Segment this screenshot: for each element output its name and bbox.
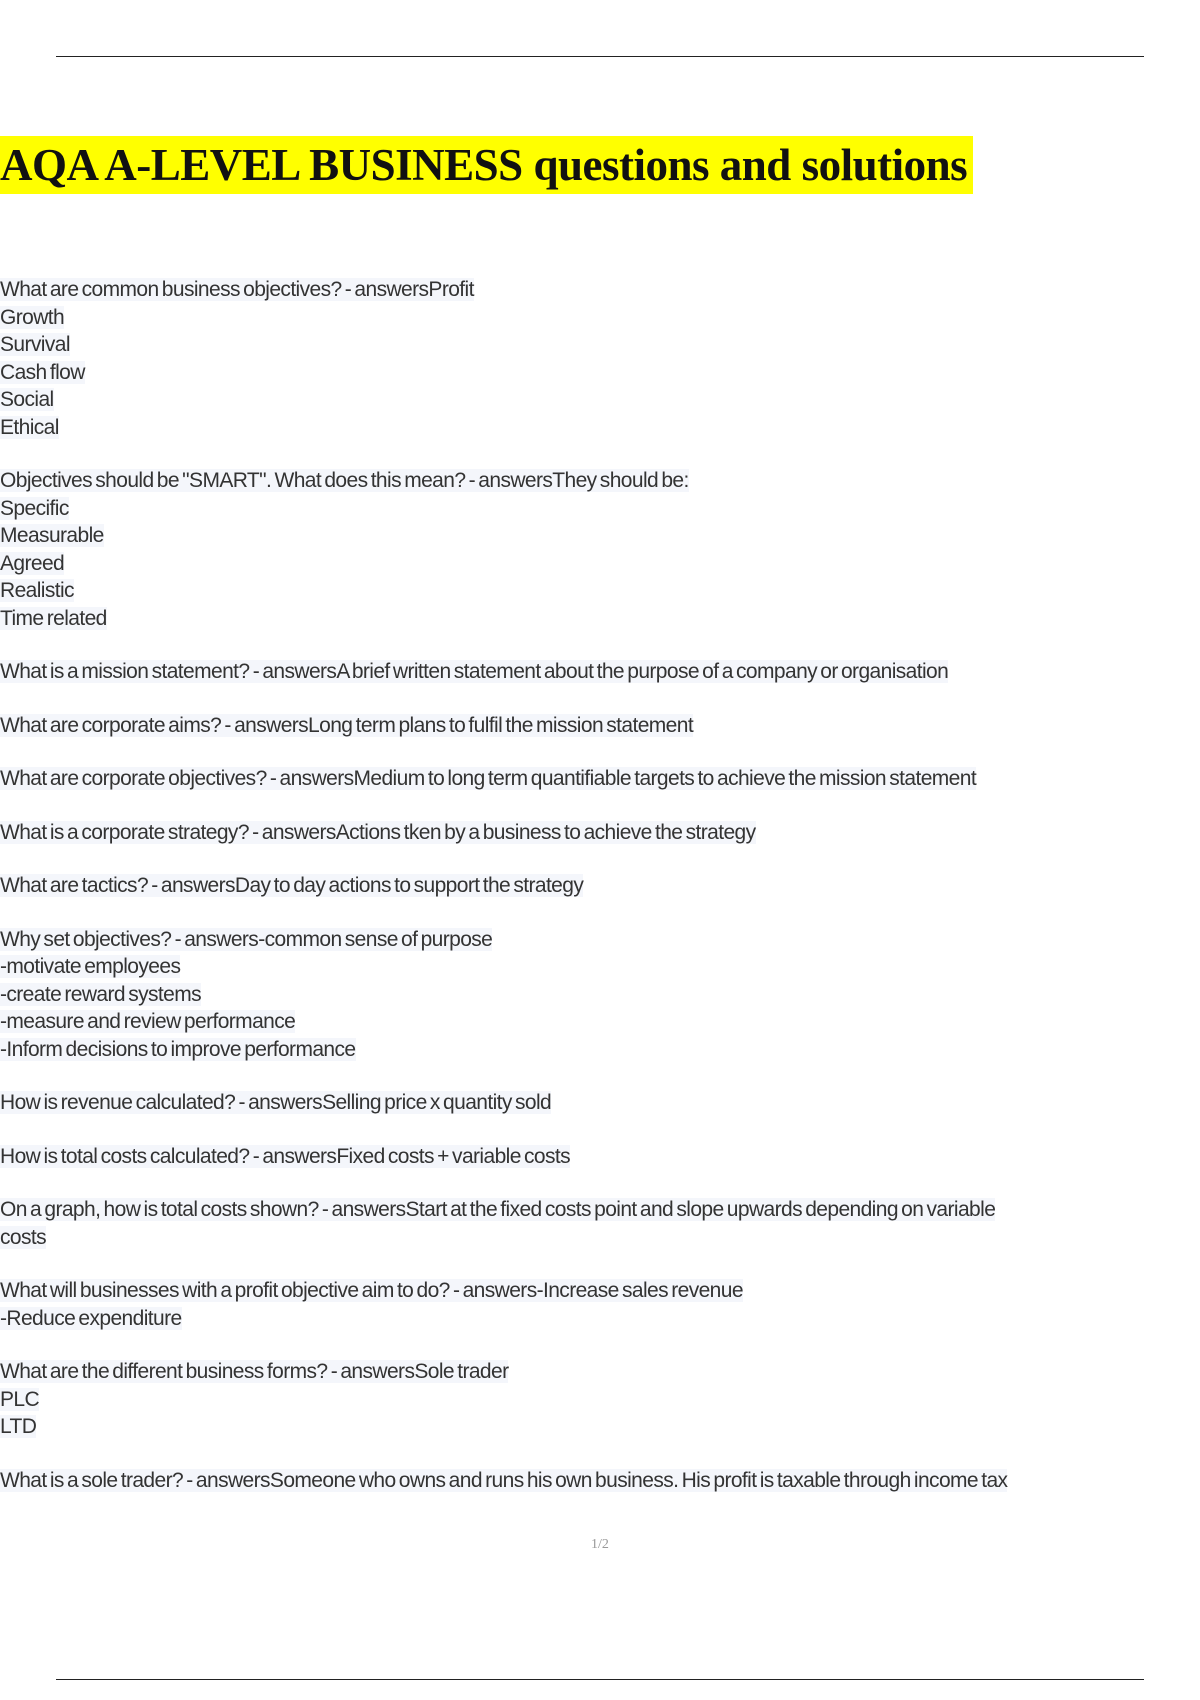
qa-text: What will businesses with a profit objective aim to do? - answers-Increase sales revenue — [0, 1279, 743, 1302]
qa-item — [0, 1358, 1196, 1441]
qa-question-line — [0, 1089, 1196, 1117]
qa-answer-line — [0, 577, 1196, 605]
qa-text: What are the different business forms? - answersSole trader — [0, 1360, 509, 1383]
qa-question-line — [0, 467, 1196, 495]
qa-question-line — [0, 276, 1196, 304]
qa-text: Why set objectives? - answers-common sense of purpose — [0, 927, 493, 951]
qa-item — [0, 765, 1196, 793]
qa-item — [0, 467, 1196, 632]
qa-text: PLC — [0, 1387, 40, 1411]
qa-answer-line — [0, 414, 1196, 442]
qa-question-line — [0, 819, 1196, 847]
qa-text: What is a sole trader? - answersSomeone who owns and runs his own business. His profit is taxable through income tax — [0, 1468, 1008, 1492]
qa-question-line — [0, 926, 1196, 954]
qa-question-line — [0, 658, 1196, 686]
qa-question-line — [0, 1467, 1196, 1495]
qa-item — [0, 1277, 1196, 1332]
qa-text: -create reward systems — [0, 982, 202, 1006]
qa-item — [0, 926, 1196, 1064]
qa-text: -motivate employees — [0, 955, 181, 978]
qa-answer-line — [0, 1036, 1196, 1064]
qa-item — [0, 1196, 1196, 1251]
qa-answer-line — [0, 1008, 1196, 1036]
qa-text: Ethical — [0, 415, 59, 439]
qa-text: What are corporate aims? - answersLong term plans to fulfil the mission statement — [0, 713, 694, 737]
qa-answer-line — [0, 495, 1196, 523]
qa-text: Agreed — [0, 551, 65, 575]
qa-text: Growth — [0, 305, 65, 329]
qa-item — [0, 1143, 1196, 1171]
qa-answer-line — [0, 550, 1196, 578]
qa-list — [0, 276, 1196, 1520]
qa-item — [0, 658, 1196, 686]
qa-text: Objectives should be "SMART". What does this mean? - answersThey should be: — [0, 469, 689, 492]
qa-text: What are corporate objectives? - answersMedium to long term quantifiable targets to achieve the mission statement — [0, 767, 977, 790]
qa-text: What is a corporate strategy? - answersActions tken by a business to achieve the strategy — [0, 820, 756, 844]
qa-answer-line — [0, 953, 1196, 981]
qa-item — [0, 1089, 1196, 1117]
qa-answer-line — [0, 1386, 1196, 1414]
qa-question-line — [0, 1196, 1196, 1224]
qa-question-line — [0, 1277, 1196, 1305]
qa-item — [0, 819, 1196, 847]
qa-answer-line — [0, 1224, 1196, 1252]
qa-item — [0, 1467, 1196, 1495]
qa-item — [0, 276, 1196, 441]
qa-question-line — [0, 872, 1196, 900]
qa-text: -Reduce expenditure — [0, 1306, 182, 1330]
qa-answer-line — [0, 605, 1196, 633]
qa-text: -Inform decisions to improve performance — [0, 1037, 356, 1061]
qa-answer-line — [0, 522, 1196, 550]
qa-question-line — [0, 712, 1196, 740]
qa-text: Measurable — [0, 524, 104, 547]
qa-text: What are tactics? - answersDay to day actions to support the strategy — [0, 874, 584, 897]
qa-item — [0, 872, 1196, 900]
qa-text: Survival — [0, 333, 70, 356]
qa-text: Realistic — [0, 579, 74, 602]
qa-answer-line — [0, 386, 1196, 414]
qa-answer-line — [0, 359, 1196, 387]
qa-answer-line — [0, 331, 1196, 359]
qa-text: How is total costs calculated? - answersFixed costs + variable costs — [0, 1144, 571, 1168]
qa-text: LTD — [0, 1415, 37, 1438]
qa-text: How is revenue calculated? - answersSelling price x quantity sold — [0, 1091, 552, 1114]
qa-question-line — [0, 1358, 1196, 1386]
qa-text: Cash flow — [0, 360, 85, 384]
qa-answer-line — [0, 981, 1196, 1009]
qa-answer-line — [0, 1305, 1196, 1333]
qa-text: Time related — [0, 606, 107, 630]
qa-answer-line — [0, 1413, 1196, 1441]
document-title: AQA A-LEVEL BUSINESS questions and solutions — [0, 136, 973, 194]
qa-question-line — [0, 1143, 1196, 1171]
qa-item — [0, 712, 1196, 740]
qa-text: -measure and review performance — [0, 1010, 296, 1033]
qa-text: costs — [0, 1225, 47, 1249]
header-rule — [56, 56, 1144, 57]
qa-question-line — [0, 765, 1196, 793]
qa-text: What are common business objectives? - answersProfit — [0, 278, 474, 301]
qa-text: Social — [0, 388, 54, 411]
footer-rule — [56, 1679, 1144, 1680]
page-number: 1/2 — [591, 1537, 609, 1552]
qa-answer-line — [0, 304, 1196, 332]
qa-text: What is a mission statement? - answersA brief written statement about the purpose of a company or organisation — [0, 660, 949, 683]
qa-text: On a graph, how is total costs shown? - answersStart at the fixed costs point and slope upwards depending on variable — [0, 1198, 996, 1221]
qa-text: Specific — [0, 496, 69, 520]
